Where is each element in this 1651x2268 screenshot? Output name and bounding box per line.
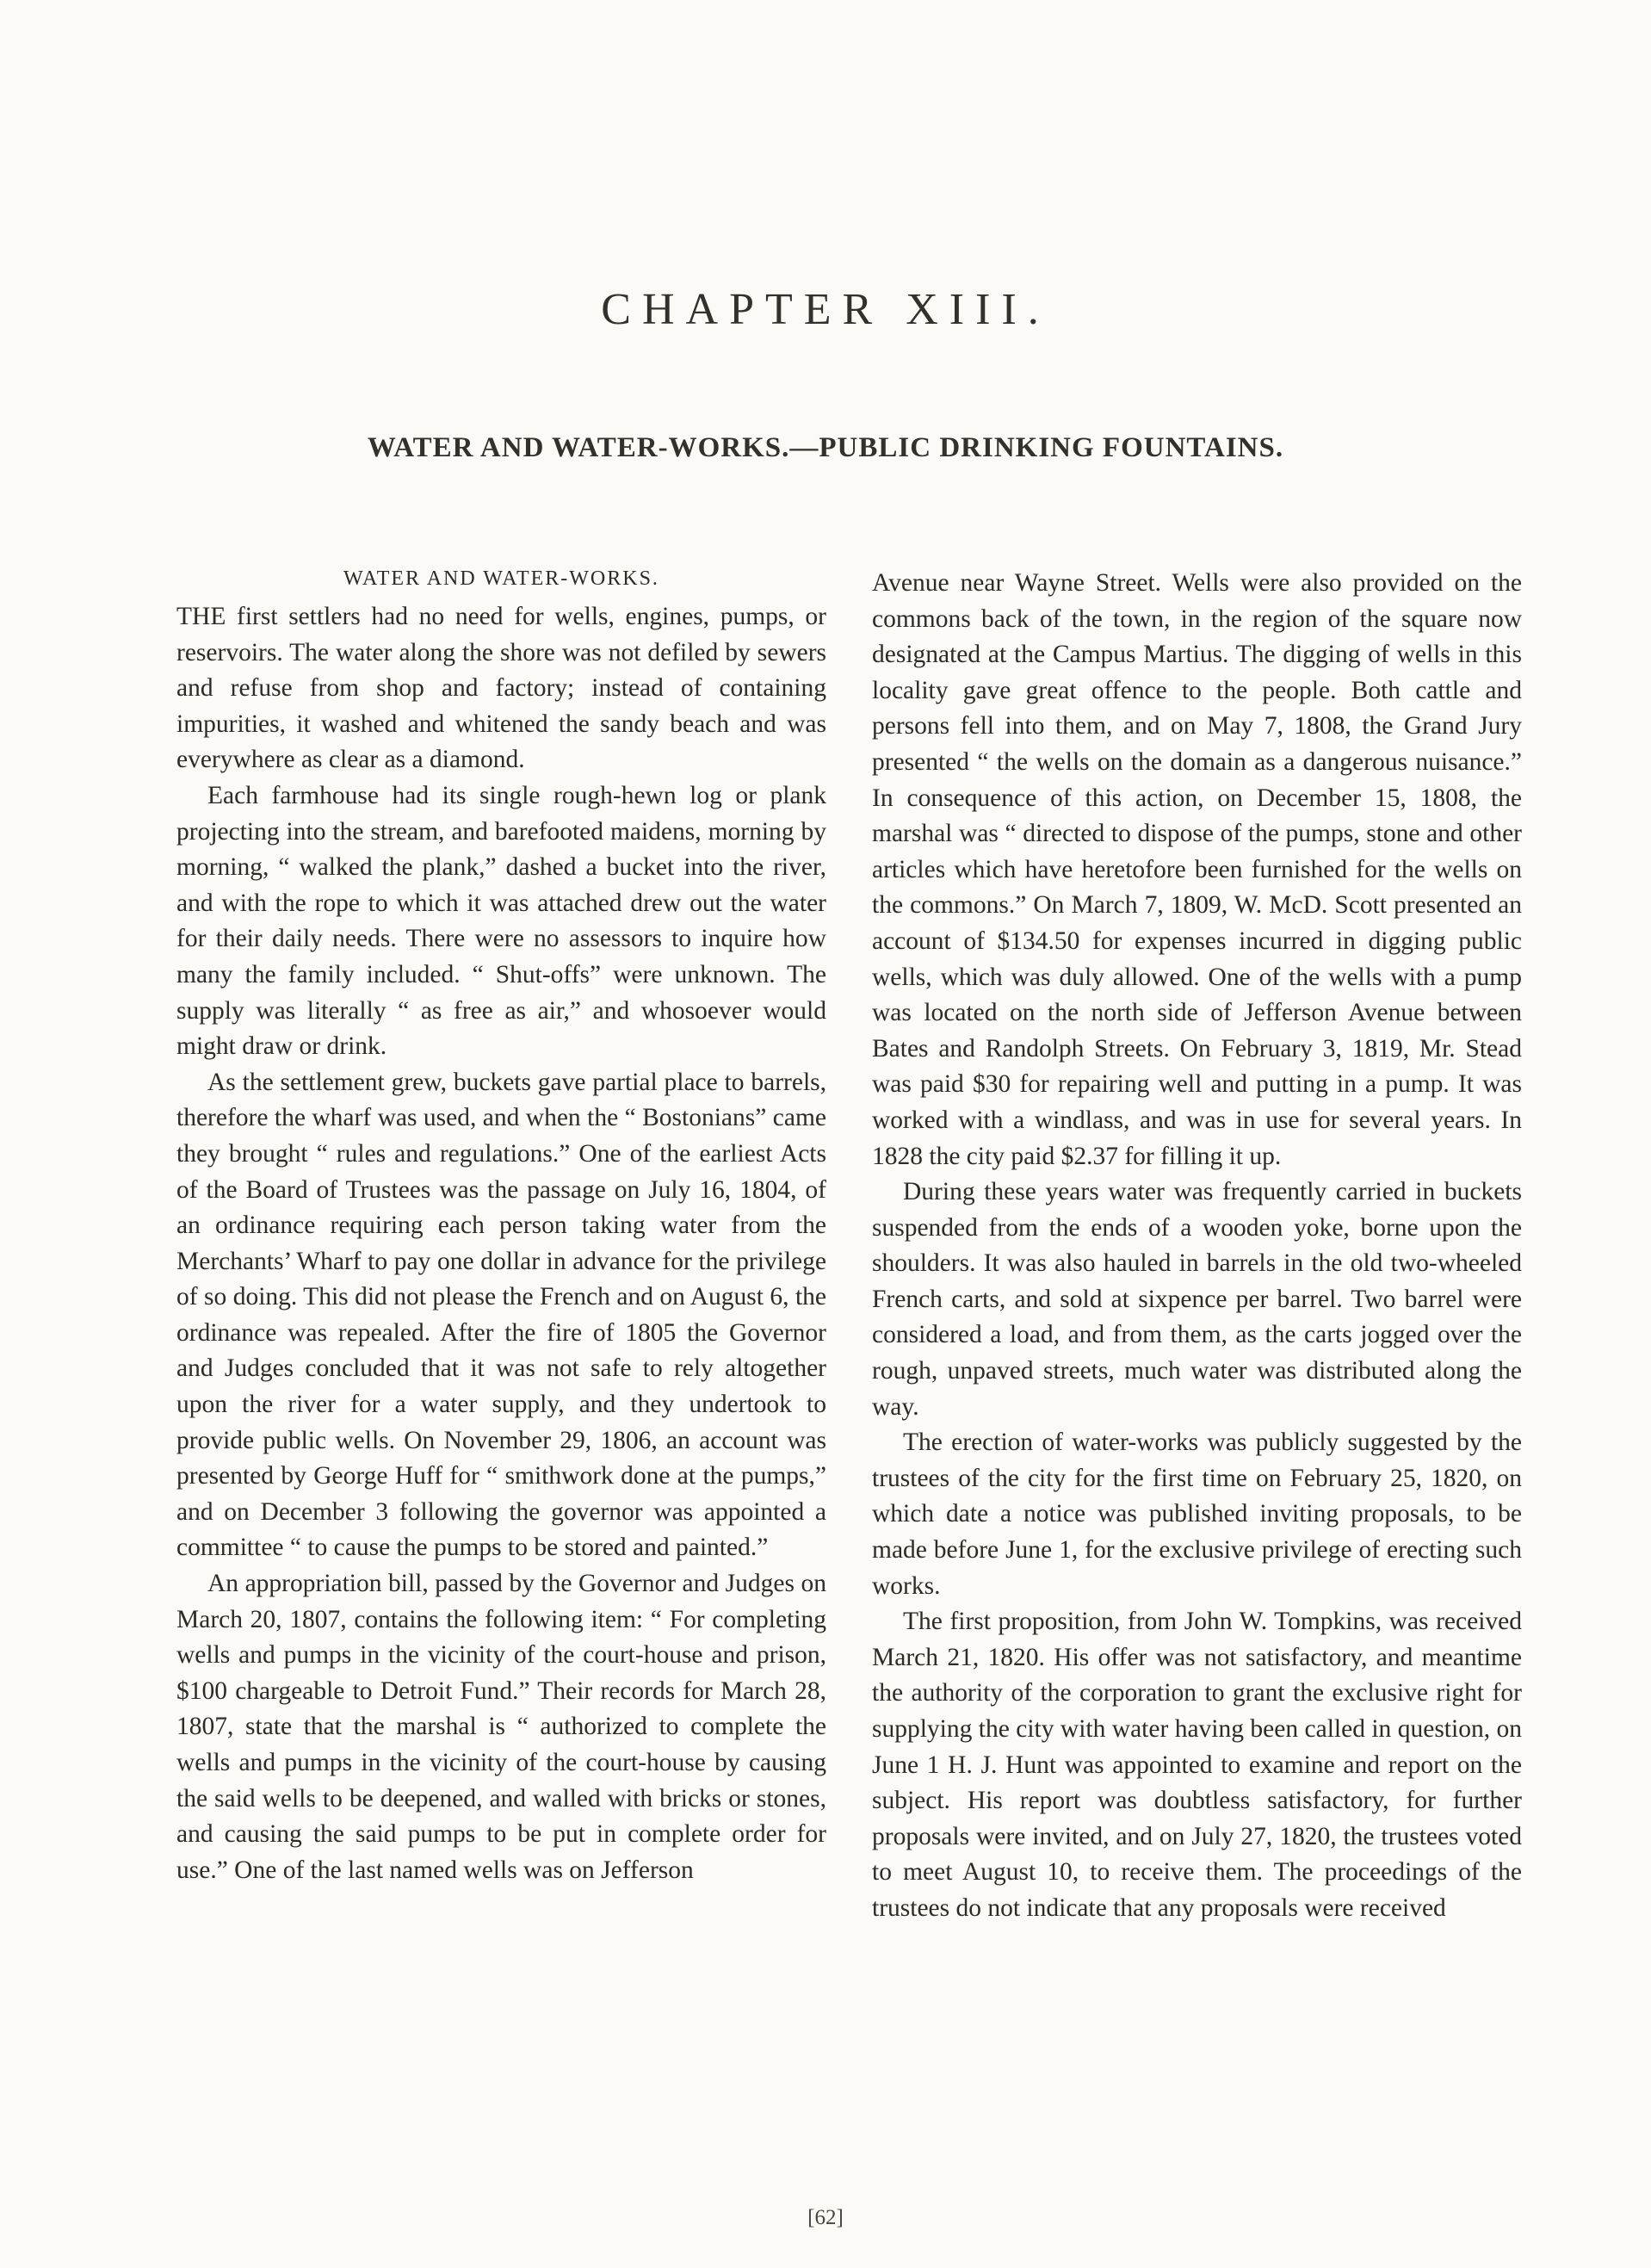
paragraph: Avenue near Wayne Street. Wells were also provided on the commons back of the town, in the region of the square now designated at the Campus Martius. The digging of wells in this locality gave great offence to the people. Both cattle and persons fell into them, and on May 7, 1808, the Grand Jury presented “ the wells on the domain as a dangerous nuisance.” In consequence of this action, on December 15, 1808, the marshal was “ directed to dispose of the pumps, stone and other articles which have heretofore been furnished for the wells on the commons.” On March 7, 1809, W. McD. Scott presented an account of $134.50 for expenses incurred in digging public wells, which was duly allowed. One of the wells with a pump was located on the north side of Jefferson Avenue between Bates and Randolph Streets. On February 3, 1819, Mr. Stead was paid $30 for repairing well and putting in a pump. It was worked with a windlass, and was in use for several years. In 1828 the city paid $2.37 for filling it up. [872,569,1522,1170]
section-heading: WATER AND WATER-WORKS. [343,567,659,590]
left-column [176,561,826,1888]
paragraph: As the settlement grew, buckets gave partial place to barrels, therefore the wharf was used, and when the “ Bostonians” came they brought “ rules and regulations.” One of the earliest Acts of the Board of Trustees was the passage on July 16, 1804, of an ordinance requiring each person taking water from the Merchants’ Wharf to pay one dollar in advance for the privilege of so doing. This did not please the French and on August 6, the ordinance was repealed. After the fire of 1805 the Governor and Judges concluded that it was not safe to rely altogether upon the river for a water supply, and they undertook to provide public wells. On November 29, 1806, an account was presented by George Huff for “ smithwork done at the pumps,” and on December 3 following the governor was appointed a committee “ to cause the pumps to be stored and painted.” [176,1068,826,1562]
paragraph: THE first settlers had no need for wells, engines, pumps, or reservoirs. The water along the shore was not defiled by sewers and refuse from shop and factory; instead of containing impurities, it washed and whitened the sandy beach and was everywhere as clear as a diamond. [176,603,826,774]
paragraph: An appropriation bill, passed by the Governor and Judges on March 20, 1807, contains the following item: “ For completing wells and pumps in the vicinity of the court-house and prison, $100 chargeable to Detroit Fund.” Their records for March 28, 1807, state that the marshal is “ authorized to complete the wells and pumps in the vicinity of the court-house by causing the said wells to be deepened, and walled with bricks or stones, and causing the said pumps to be put in complete order for use.” One of the last named wells was on Jefferson [176,1570,826,1884]
paragraph: Each farmhouse had its single rough-hewn log or plank projecting into the stream, and barefooted maidens, morning by morning, “ walked the plank,” dashed a bucket into the river, and with the rope to which it was attached drew out the water for their daily needs. There were no assessors to inquire how many the family included. “ Shut-offs” were unknown. The supply was literally “ as free as air,” and whosoever would might draw or drink. [176,781,826,1061]
chapter-subtitle: WATER AND WATER-WORKS.—PUBLIC DRINKING FOUNTAINS. [367,432,1284,463]
chapter-heading: CHAPTER XIII. [601,285,1050,334]
page-number: [62] [807,2206,844,2229]
paragraph: The first proposition, from John W. Tompkins, was received March 21, 1820. His offer was not satisfactory, and meantime the authority of the corporation to grant the exclusive right for supplying the city with water having been called in question, on June 1 H. J. Hunt was appointed to examine and report on the subject. His report was doubtless satisfactory, for further proposals were invited, and on July 27, 1820, the trustees voted to meet August 10, to receive them. The proceedings of the trustees do not indicate that any proposals were received [872,1608,1522,1922]
paragraph: The erection of water-works was publicly suggested by the trustees of the city for the first time on February 25, 1820, on which date a notice was published inviting proposals, to be made before June 1, for the exclusive privilege of erecting such works. [872,1428,1522,1600]
paragraph: During these years water was frequently carried in buckets suspended from the ends of a wooden yoke, borne upon the shoulders. It was also hauled in barrels in the old two-wheeled French carts, and sold at sixpence per barrel. Two barrel were considered a load, and from them, as the carts jogged over the rough, unpaved streets, much water was distributed along the way. [872,1178,1522,1421]
right-column [872,566,1522,1927]
